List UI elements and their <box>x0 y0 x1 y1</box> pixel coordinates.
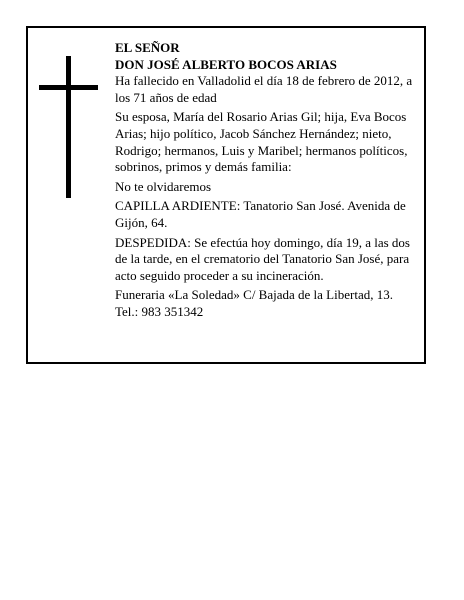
family-list: Su esposa, María del Rosario Arias Gil; hija, Eva Bocos Arias; hijo político, Jacob Sánchez Hernández; nieto, Rodrigo; hermanos, Luis y Maribel; hermanos políticos, sobrinos, primos y demás familia: <box>115 109 408 175</box>
funeral-home-info: Funeraria «La Soledad» C/ Bajada de la Libertad, 13. <box>115 287 393 303</box>
chapel-info: CAPILLA ARDIENTE: Tanatorio San José. Avenida de Gijón, 64. <box>115 198 406 230</box>
phone-number: Tel.: 983 351342 <box>115 303 204 319</box>
notice-text <box>115 40 421 321</box>
cross-vertical-bar <box>66 56 71 198</box>
obituary-notice <box>26 26 426 364</box>
cross-horizontal-bar <box>39 85 98 90</box>
farewell-line: No te olvidaremos <box>115 178 212 194</box>
death-announcement: Ha fallecido en Valladolid el día 18 de febrero de 2012, a los 71 años de edad <box>115 73 413 105</box>
funeral-info: DESPEDIDA: Se efectúa hoy domingo, día 19, a las dos de la tarde, en el crematorio del Tanatorio San José, para acto seguido proceder a su incineración. <box>115 234 410 283</box>
title-honorific: EL SEÑOR <box>115 40 180 55</box>
deceased-name: DON JOSÉ ALBERTO BOCOS ARIAS <box>115 56 337 72</box>
